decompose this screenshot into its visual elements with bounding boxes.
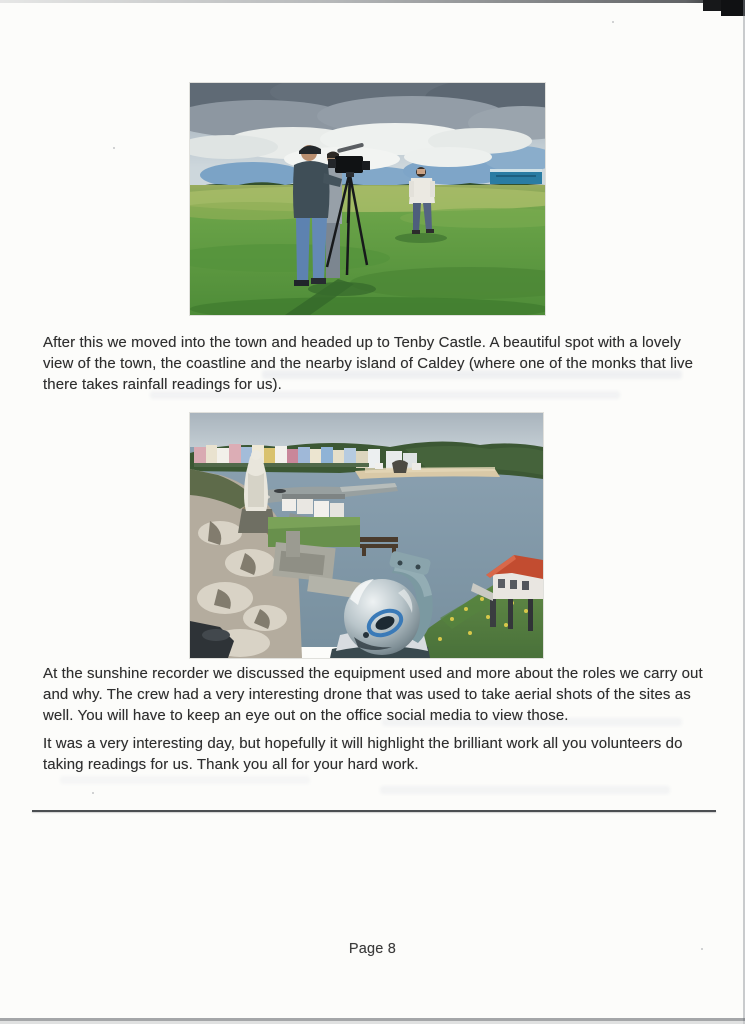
text-line: view of the town, the coastline and the nearby island of Caldey (where one of the monks that live [43,355,694,372]
tenby-harbour-photo [190,413,543,658]
divider-line [32,810,716,812]
text-line: there takes rainfall readings for us). [43,376,282,393]
scan-corner-artifact [721,0,745,16]
text-line: and why. The crew had a very interesting drone that was used to take aerial shots of the sites as [43,686,691,703]
bleed-through-text [60,776,310,784]
paragraph-thank-you [43,733,683,775]
text-line: At the sunshine recorder we discussed the equipment used and more about the roles we carry out [43,665,703,682]
scan-edge-artifact [0,0,745,3]
bleed-through-text [380,786,670,794]
scan-speck [612,21,614,23]
paragraph-tenby-castle [43,332,693,395]
scan-speck [113,147,115,149]
text-line: well. You will have to keep an eye out on the office social media to view those. [43,707,569,724]
paragraph-sunshine-recorder [43,663,703,726]
text-line: After this we moved into the town and headed up to Tenby Castle. A beautiful spot with a lovely [43,334,681,351]
field-filming-photo [190,83,545,315]
scan-speck [92,792,94,794]
page-number: Page 8 [348,941,397,957]
tenby-harbour-illustration [190,413,543,658]
field-filming-illustration [190,83,545,315]
text-line: It was a very interesting day, but hopefully it will highlight the brilliant work all you volunteers do [43,735,683,752]
text-line: taking readings for us. Thank you all for your hard work. [43,756,419,773]
